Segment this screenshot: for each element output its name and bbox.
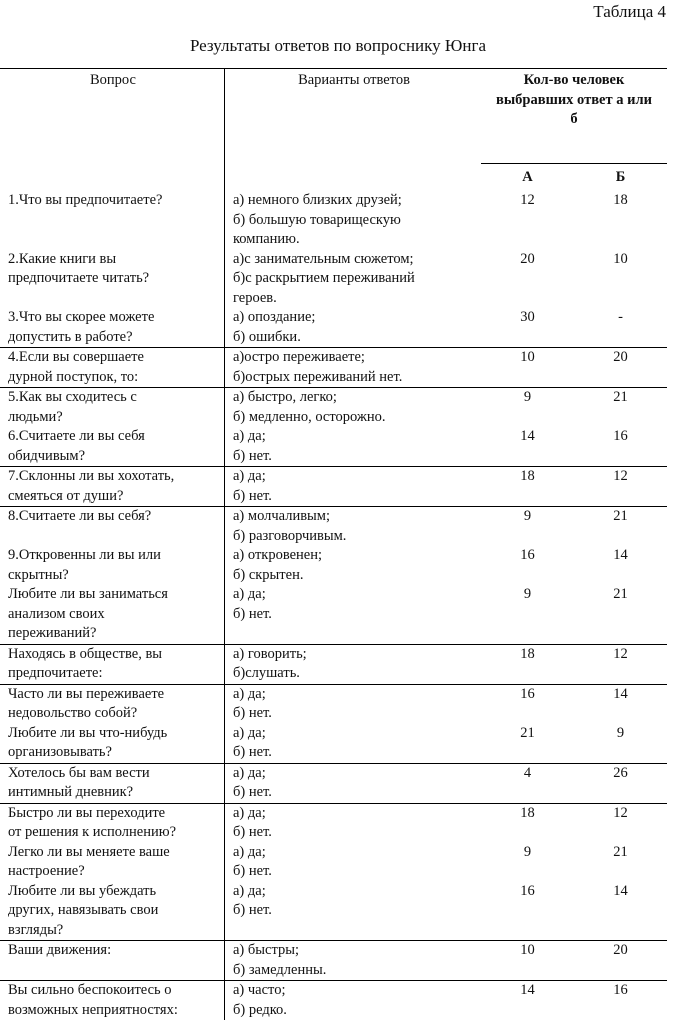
question-cell-line: скрытны? <box>8 566 69 583</box>
answers-cell-line: а) да; <box>233 764 266 781</box>
answers-cell-line: б) нет. <box>233 784 272 800</box>
count-b-cell: 16 <box>613 428 628 444</box>
question-cell-line: Находясь в обществе, вы <box>8 645 163 662</box>
question-cell <box>0 803 225 843</box>
question-cell-line: людьми? <box>8 408 63 425</box>
answers-cell <box>225 507 482 547</box>
table-row <box>0 427 667 467</box>
count-b-cell: 21 <box>613 586 628 602</box>
answers-cell <box>225 941 482 981</box>
question-cell-line: интимный дневник? <box>8 784 134 800</box>
answers-cell-line: б) ошибки. <box>233 328 301 345</box>
answers-cell <box>225 348 482 388</box>
question-cell-line: Легко ли вы меняете ваше <box>8 843 170 860</box>
table-row <box>0 724 667 764</box>
question-cell-line: взгляды? <box>8 921 64 938</box>
answers-cell-line: а) да; <box>233 843 266 860</box>
answers-cell <box>225 644 482 684</box>
answers-cell-line: а) говорить; <box>233 645 307 662</box>
count-b-cell: - <box>618 309 623 325</box>
question-cell-line: Любите ли вы заниматься <box>8 586 168 602</box>
question-cell <box>0 981 225 1020</box>
question-cell-line: 5.Как вы сходитесь с <box>8 389 137 405</box>
table-row <box>0 803 667 843</box>
header-count-line: б <box>570 111 578 127</box>
answers-cell <box>225 250 482 309</box>
count-a-cell: 14 <box>520 428 535 444</box>
count-a-cell: 4 <box>481 763 574 803</box>
table-row <box>0 308 667 348</box>
header-a: А <box>481 164 574 191</box>
question-cell <box>0 546 225 585</box>
question-cell <box>0 348 225 388</box>
header-count-line: выбравших ответ а или <box>496 91 652 108</box>
count-b-cell: 12 <box>574 644 667 684</box>
answers-cell-line: а) быстры; <box>233 942 299 958</box>
question-cell <box>0 388 225 428</box>
answers-cell <box>225 803 482 843</box>
count-a-cell: 10 <box>481 348 574 388</box>
question-cell-line: настроение? <box>8 863 85 879</box>
question-cell <box>0 941 225 981</box>
table-row <box>0 467 667 507</box>
count-a-cell: 14 <box>481 981 574 1020</box>
table-row <box>0 981 667 1020</box>
question-cell-line: Часто ли вы переживаете <box>8 685 165 702</box>
header-answers: Варианты ответов <box>225 69 482 192</box>
table-row <box>0 546 667 585</box>
count-b-cell: 10 <box>613 250 628 267</box>
answers-cell-line: б) разговорчивым. <box>233 527 347 544</box>
answers-cell-line: б) нет. <box>233 447 272 464</box>
question-cell-line: 8.Считаете ли вы себя? <box>8 508 152 524</box>
question-cell-line: 7.Склонны ли вы хохотать, <box>8 468 175 484</box>
answers-cell <box>225 308 482 348</box>
answers-cell-line: б)острых переживаний нет. <box>233 368 403 385</box>
question-cell-line: 2.Какие книги вы <box>8 250 117 267</box>
question-cell-line: Быстро ли вы переходите <box>8 804 166 821</box>
table-caption: Таблица 4 <box>593 2 666 21</box>
count-a-cell: 9 <box>481 507 574 547</box>
answers-cell-line: компанию. <box>233 231 300 247</box>
answers-cell <box>225 427 482 467</box>
header-count-line: Кол-во человек <box>523 72 625 88</box>
question-cell <box>0 843 225 882</box>
count-a-cell: 18 <box>481 644 574 684</box>
answers-cell-line: б)с раскрытием переживаний <box>233 270 415 286</box>
question-cell <box>0 724 225 764</box>
answers-cell-line: а) опоздание; <box>233 309 316 325</box>
answers-cell-line: а) да; <box>233 804 266 821</box>
answers-cell-line: а) немного близких друзей; <box>233 192 402 208</box>
answers-cell <box>225 546 482 585</box>
header-row <box>0 69 667 164</box>
question-cell <box>0 250 225 309</box>
count-a-cell: 9 <box>481 388 574 428</box>
answers-cell <box>225 388 482 428</box>
answers-cell-line: а) да; <box>233 428 266 444</box>
answers-cell-line: а) молчаливым; <box>233 508 331 524</box>
question-cell <box>0 644 225 684</box>
answers-cell-line: б) нет. <box>233 744 272 760</box>
answers-cell-line: а)с занимательным сюжетом; <box>233 250 414 267</box>
answers-cell <box>225 882 482 941</box>
question-cell-line: Вы сильно беспокоитесь о <box>8 982 172 998</box>
count-b-cell: 21 <box>613 843 628 860</box>
count-a-cell: 16 <box>520 882 535 899</box>
question-cell <box>0 763 225 803</box>
count-a-cell: 30 <box>520 309 535 325</box>
question-cell-line: возможных неприятностях: <box>8 1001 178 1018</box>
question-cell <box>0 585 225 644</box>
question-cell-line: допустить в работе? <box>8 328 133 345</box>
question-cell-line: 3.Что вы скорее можете <box>8 309 155 325</box>
count-a-cell: 16 <box>481 684 574 724</box>
table-row <box>0 250 667 309</box>
question-cell-line: 6.Считаете ли вы себя <box>8 428 145 444</box>
answers-cell-line: б) скрытен. <box>233 566 304 583</box>
answers-cell-line: а) да; <box>233 882 266 899</box>
answers-cell <box>225 585 482 644</box>
count-a-cell: 18 <box>481 467 574 507</box>
header-count <box>481 69 667 164</box>
table-row <box>0 348 667 388</box>
question-cell-line: предпочитаете: <box>8 665 103 681</box>
answers-cell-line: б) редко. <box>233 1001 287 1018</box>
count-a-cell: 9 <box>523 843 532 860</box>
question-cell-line: 4.Если вы совершаете <box>8 349 144 365</box>
table-row <box>0 585 667 644</box>
count-b-cell: 14 <box>613 547 628 563</box>
question-cell-line: Хотелось бы вам вести <box>8 764 150 781</box>
table-row <box>0 843 667 882</box>
count-b-cell: 14 <box>613 882 628 899</box>
answers-cell-line: а)остро переживаете; <box>233 349 365 365</box>
results-table <box>0 68 667 1020</box>
question-cell-line: 9.Откровенны ли вы или <box>8 547 161 563</box>
count-b-cell: 12 <box>574 467 667 507</box>
count-b-cell: 20 <box>574 941 667 981</box>
count-a-cell: 9 <box>523 586 532 602</box>
answers-cell-line: б) медленно, осторожно. <box>233 408 386 425</box>
answers-cell-line: б) нет. <box>233 863 272 879</box>
count-b-cell: 18 <box>613 192 628 208</box>
table-row <box>0 507 667 547</box>
question-cell-line: предпочитаете читать? <box>8 270 150 286</box>
answers-cell-line: а) да; <box>233 685 266 702</box>
question-cell-line: организовывать? <box>8 744 112 760</box>
question-cell-line: недовольство собой? <box>8 705 138 721</box>
answers-cell-line: б)слушать. <box>233 665 300 681</box>
table-title: Результаты ответов по вопроснику Юнга <box>189 36 487 55</box>
answers-cell-line: б) нет. <box>233 902 272 918</box>
answers-cell-line: б) нет. <box>233 487 272 504</box>
answers-cell <box>225 191 482 250</box>
count-b-cell: 20 <box>574 348 667 388</box>
count-b-cell: 14 <box>574 684 667 724</box>
answers-cell <box>225 843 482 882</box>
question-cell-line: смеяться от души? <box>8 487 124 504</box>
table-row <box>0 684 667 724</box>
answers-cell <box>225 724 482 764</box>
count-a-cell: 21 <box>520 724 535 741</box>
table-row <box>0 644 667 684</box>
table-row <box>0 882 667 941</box>
question-cell <box>0 882 225 941</box>
table-row <box>0 191 667 250</box>
count-b-cell: 12 <box>574 803 667 843</box>
answers-cell-line: а) да; <box>233 468 266 484</box>
answers-cell-line: а) да; <box>233 586 266 602</box>
count-a-cell: 20 <box>520 250 535 267</box>
count-b-cell: 21 <box>574 507 667 547</box>
question-cell-line: переживаний? <box>8 625 97 641</box>
answers-cell-line: а) да; <box>233 724 266 741</box>
question-cell-line: от решения к исполнению? <box>8 824 177 840</box>
answers-cell <box>225 684 482 724</box>
question-cell-line: обидчивым? <box>8 447 86 464</box>
count-a-cell: 12 <box>520 192 535 208</box>
answers-cell-line: а) откровенен; <box>233 547 323 563</box>
question-cell-line: других, навязывать свои <box>8 902 159 918</box>
table-row <box>0 763 667 803</box>
question-cell-line: анализом своих <box>8 605 105 622</box>
answers-cell-line: б) замедленны. <box>233 961 327 978</box>
answers-cell-line: б) нет. <box>233 605 272 622</box>
answers-cell <box>225 467 482 507</box>
answers-cell <box>225 981 482 1020</box>
question-cell-line: дурной поступок, то: <box>8 368 139 385</box>
table-row <box>0 941 667 981</box>
answers-cell-line: а) быстро, легко; <box>233 389 337 405</box>
answers-cell <box>225 763 482 803</box>
answers-cell-line: а) часто; <box>233 982 286 998</box>
header-question: Вопрос <box>0 69 225 192</box>
count-a-cell: 16 <box>520 547 535 563</box>
answers-cell-line: б) нет. <box>233 705 272 721</box>
question-cell <box>0 684 225 724</box>
count-b-cell: 16 <box>574 981 667 1020</box>
header-b: Б <box>574 164 667 191</box>
question-cell-line: Любите ли вы что-нибудь <box>8 724 168 741</box>
question-cell-line: 1.Что вы предпочитаете? <box>8 192 163 208</box>
count-b-cell: 9 <box>616 724 625 741</box>
count-a-cell: 10 <box>481 941 574 981</box>
question-cell-line: Любите ли вы убеждать <box>8 882 157 899</box>
question-cell <box>0 427 225 467</box>
count-b-cell: 21 <box>574 388 667 428</box>
count-b-cell: 26 <box>574 763 667 803</box>
answers-cell-line: героев. <box>233 289 277 306</box>
table-row <box>0 388 667 428</box>
question-cell <box>0 507 225 547</box>
question-cell <box>0 467 225 507</box>
count-a-cell: 18 <box>481 803 574 843</box>
answers-cell-line: б) нет. <box>233 824 272 840</box>
answers-cell-line: б) большую товарищескую <box>233 211 401 228</box>
question-cell <box>0 308 225 348</box>
question-cell <box>0 191 225 250</box>
question-cell-line: Ваши движения: <box>8 942 112 958</box>
